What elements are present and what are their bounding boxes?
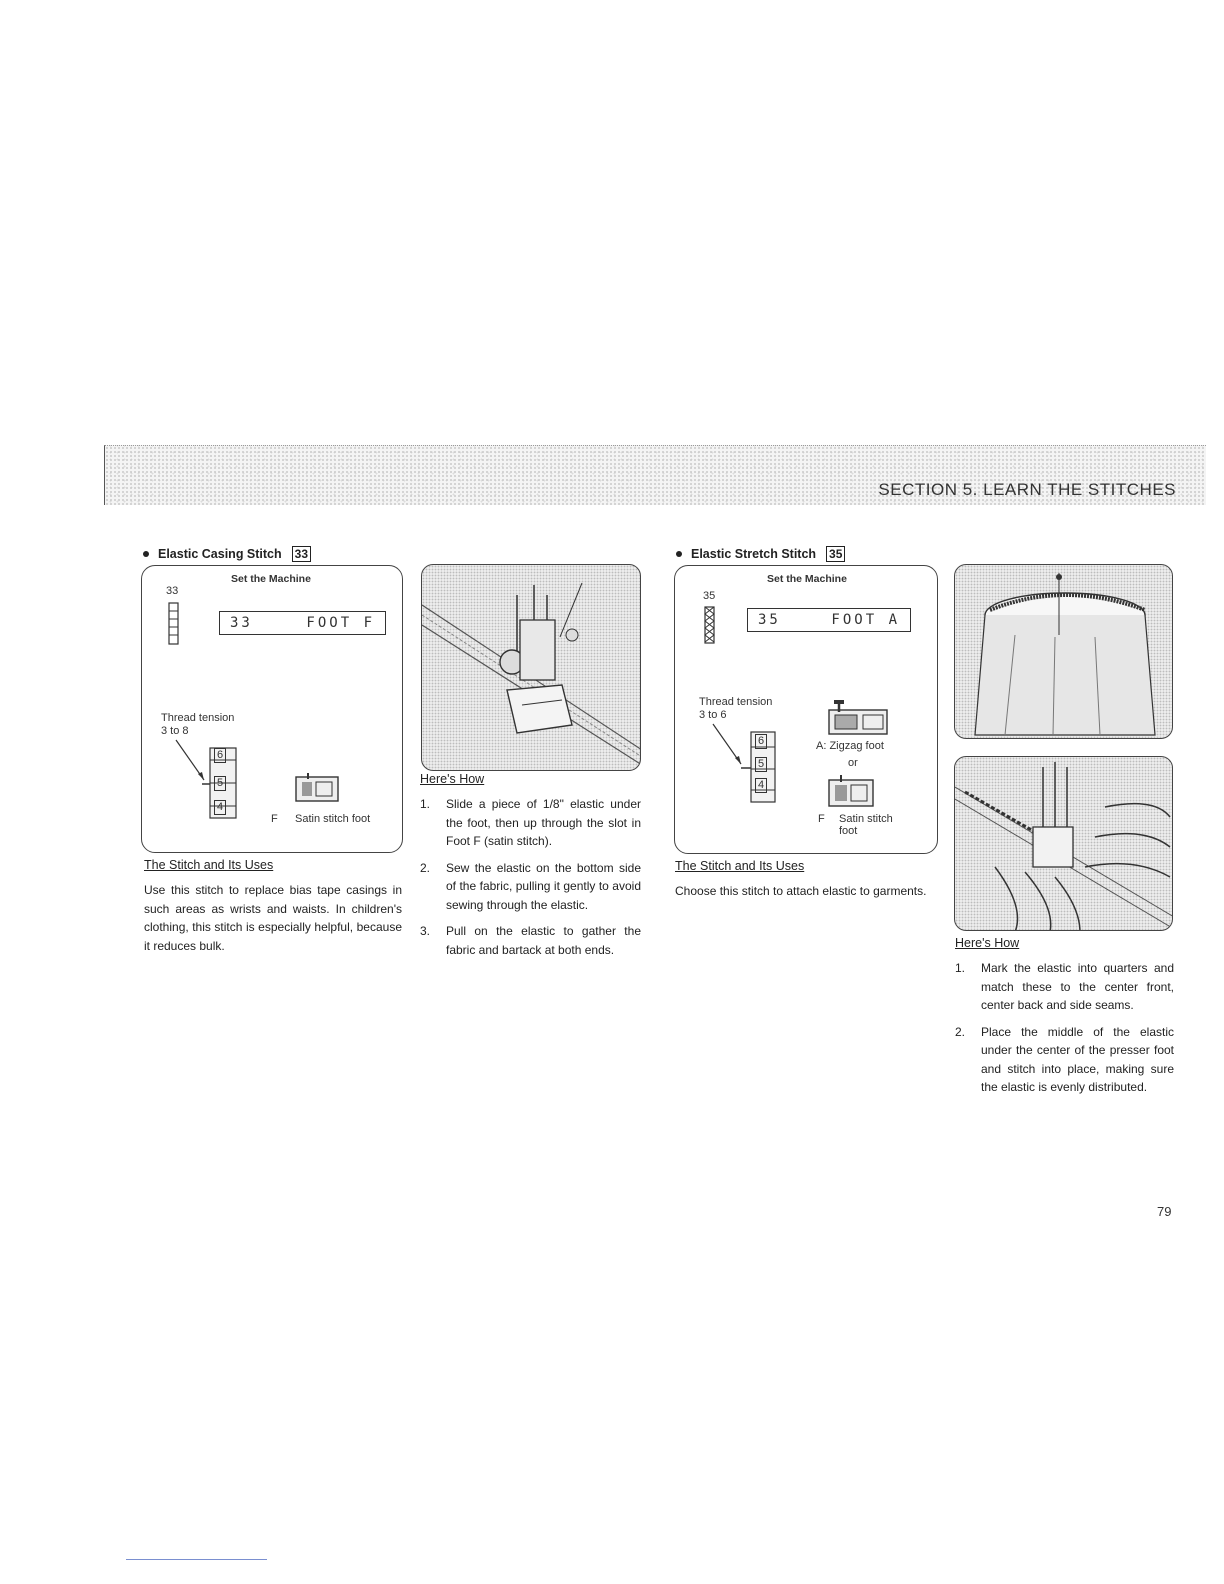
lcd-display — [219, 611, 386, 635]
left-steps-list — [420, 795, 641, 967]
section-title: SECTION 5. LEARN THE STITCHES — [878, 480, 1176, 499]
right-hows-heading: Here's How — [955, 936, 1020, 950]
set-machine-panel-33 — [141, 565, 403, 853]
dial-value-5: 5 — [214, 776, 226, 791]
zigzag-foot-icon — [825, 698, 891, 738]
elastic-stretch-heading — [676, 546, 845, 562]
right-uses-heading: The Stitch and Its Uses — [675, 859, 805, 873]
foot-letter: F — [271, 813, 278, 825]
tension-dial-icon — [172, 738, 242, 820]
elastic-waistband-illustration — [954, 564, 1173, 739]
elastic-casing-heading — [143, 546, 311, 562]
tension-dial-icon — [709, 722, 779, 804]
lcd-stitch: 33 — [230, 615, 253, 631]
footnote-rule — [126, 1559, 267, 1560]
dial-value-6: 6 — [755, 734, 767, 749]
heading-text: Elastic Stretch Stitch — [691, 547, 817, 561]
satin-stitch-foot-icon — [827, 774, 875, 810]
tension-label: Thread tension — [161, 712, 235, 724]
lcd-stitch: 35 — [758, 612, 781, 628]
satin-stitch-foot-icon — [294, 771, 340, 805]
stitching-elastic-illustration — [954, 756, 1173, 931]
tension-label: Thread tension — [699, 696, 773, 708]
panel-title: Set the Machine — [767, 573, 847, 585]
foot-f-label: Satin stitch — [839, 813, 893, 825]
elastic-casing-stitch-icon — [168, 602, 180, 646]
list-item: 3. Pull on the elastic to gather the fabric and bartack at both ends. — [420, 924, 641, 957]
right-steps-list — [955, 959, 1174, 1105]
foot-label: Satin stitch foot — [295, 813, 371, 825]
tension-range: 3 to 6 — [699, 709, 727, 721]
hands-stitching-drawing — [955, 757, 1173, 931]
presser-foot-drawing — [422, 565, 641, 771]
panel-title: Set the Machine — [231, 573, 311, 585]
list-item: 2. Place the middle of the elastic under the center of the presser foot and stitch into place, making sure the elastic is evenly distributed. — [955, 1024, 1174, 1094]
foot-a-label: A: Zigzag foot — [816, 740, 884, 752]
dial-value-4: 4 — [214, 800, 226, 815]
bullet-icon — [143, 551, 149, 557]
list-item: 1. Slide a piece of 1/8" elastic under the foot, then up through the slot in Foot F (satin stitch). — [420, 797, 641, 848]
left-hows-heading: Here's How — [420, 772, 485, 786]
lcd-display — [747, 608, 911, 632]
left-uses-heading: The Stitch and Its Uses — [144, 858, 274, 872]
stitch-number: 33 — [166, 585, 179, 597]
list-item: 1. Mark the elastic into quarters and match these to the center front, center back and side seams. — [955, 961, 1174, 1012]
section-header-band — [104, 445, 1206, 505]
stitch-code-badge: 35 — [826, 546, 845, 562]
waistband-drawing — [955, 565, 1173, 739]
dial-value-5: 5 — [755, 757, 767, 772]
stitch-code-badge: 33 — [292, 546, 311, 562]
set-machine-panel-35 — [674, 565, 938, 854]
page-number: 79 — [1157, 1204, 1172, 1219]
stitch-number: 35 — [703, 590, 716, 602]
foot-f-label-line2: foot — [839, 825, 858, 837]
heading-text: Elastic Casing Stitch — [158, 547, 282, 561]
or-label: or — [848, 757, 858, 769]
dial-value-6: 6 — [214, 748, 226, 763]
bullet-icon — [676, 551, 682, 557]
elastic-stretch-stitch-icon — [704, 606, 716, 646]
dial-value-4: 4 — [755, 778, 767, 793]
lcd-foot: FOOT F — [306, 615, 375, 631]
list-item: 2. Sew the elastic on the bottom side of the fabric, pulling it gently to avoid sewing through the elastic. — [420, 860, 641, 912]
tension-range: 3 to 8 — [161, 725, 189, 737]
elastic-under-foot-illustration — [421, 564, 641, 771]
lcd-foot: FOOT A — [831, 612, 900, 628]
left-uses-text: Use this stitch to replace bias tape casings in such areas as wrists and waists. In children's clothing, this stitch is especially helpful, because it reduces bulk. — [144, 883, 402, 953]
foot-letter: F — [818, 813, 825, 825]
right-uses-text: Choose this stitch to attach elastic to garments. — [675, 884, 927, 898]
